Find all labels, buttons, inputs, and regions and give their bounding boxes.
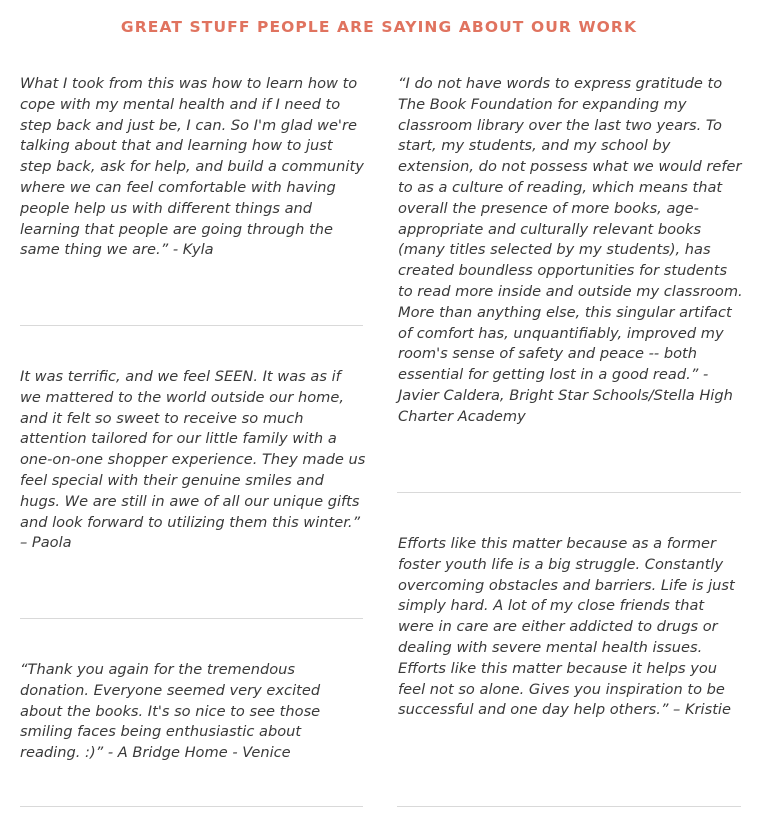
testimonial-kyla: What I took from this was how to learn how to cope with my mental health and if I need to step back and just be, I can. So I'm glad we're talking about that and learning how to just step back, ask for help, and build a community where we can feel comfortable with having people help us with different things and learning that people are going through the same thing we are.” - Kyla (20, 75, 364, 259)
divider (20, 325, 363, 326)
divider (397, 806, 741, 807)
testimonial-a-bridge-home: “Thank you again for the tremendous donation. Everyone seemed very excited about the books. It's so nice to see those smiling faces being enthusiastic about reading. :)” - A Bridge Home - Venice (20, 661, 321, 762)
testimonial-kristie: Efforts like this matter because as a former foster youth life is a big struggle. Constantly overcoming obstacles and barriers. Life is just simply hard. A lot of my close friends that were in care are either addicted to drugs or dealing with severe mental health issues. Efforts like this matter because it helps you feel not so alone. Gives you inspiration to be successful and one day help others.” – Kristie (398, 535, 735, 719)
divider (20, 618, 363, 619)
divider (20, 806, 363, 807)
divider (397, 492, 741, 493)
section-heading: GREAT STUFF PEOPLE ARE SAYING ABOUT OUR WORK (120, 18, 638, 36)
testimonial-javier-caldera: “I do not have words to express gratitude to The Book Foundation for expanding my classroom library over the last two years. To start, my students, and my school by extension, do not possess what we would refer to as a culture of reading, which means that overall the presence of more books, age-appropriate and culturally relevant books (many titles selected by my students), has created boundless opportunities for students to read more inside and outside my classroom. More than anything else, this singular artifact of comfort has, unquantifiably, improved my room's sense of safety and peace -- both essential for getting lost in a good read.” - Javier Caldera, Bright Star Schools/Stella High Charter Academy (398, 75, 743, 425)
testimonial-paola: It was terrific, and we feel SEEN. It was as if we mattered to the world outside our home, and it felt so sweet to receive so much attention tailored for our little family with a one-on-one shopper experience. They made us feel special with their genuine smiles and hugs. We are still in awe of all our unique gifts and look forward to utilizing them this winter.” – Paola (20, 368, 366, 552)
